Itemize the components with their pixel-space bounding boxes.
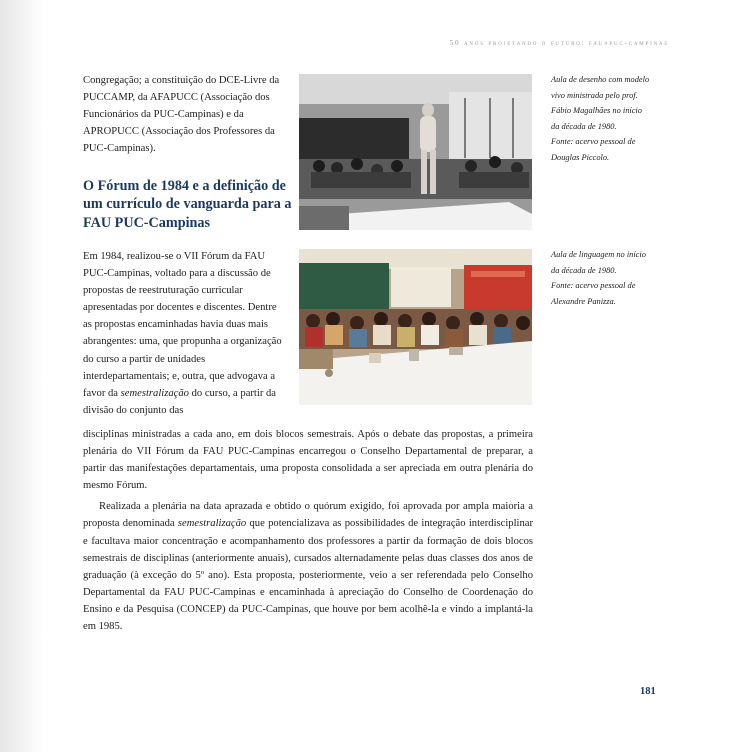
text-run: Em 1984, realizou-se o VII Fórum da FAU PUC-Campinas, voltado para a discussão de propostas de reestruturação curricular apresentadas por docentes e discentes. Dentre as propostas encaminhadas havia duas mais abrangentes: uma, que propunha a organização do curso a partir de unidades interdepartamentais; e, outra, que advogava a favor da (83, 251, 282, 399)
left-column-top-text (83, 72, 287, 157)
photo-life-drawing-image (299, 74, 532, 230)
paragraph-congregacao: Congregação; a constituição do DCE-Livre da PUCCAMP, da AFAPUCC (Associação dos Funcionários da PUC-Campinas) e da APROPUCC (Associação dos Professores da PUC-Campinas). (83, 75, 280, 155)
paragraph-continuation: disciplinas ministradas a cada ano, em dois blocos semestrais. Após o debate das propostas, a primeira plenária do VII Fórum da FAU PUC-Campinas encarregou o Conselho Departamental de preparar, a partir das manifestações departamentais, uma proposta consolidada a ser apreciada em outra plenária do mesmo Fórum. (83, 429, 533, 492)
page-number: 181 (640, 686, 656, 697)
emphasis-semestralizacao: semestralização (120, 387, 189, 399)
section-heading: O Fórum de 1984 e a definição de um currículo de vanguarda para a FAU PUC-Campinas (83, 178, 292, 231)
caption-line: Alexandre Panizza. (551, 296, 616, 306)
caption-line: Aula de desenho com modelo (551, 75, 650, 84)
caption-life-drawing (551, 72, 681, 166)
caption-line: Douglas Piccolo. (551, 152, 610, 162)
caption-line: da década de 1980. (551, 121, 617, 131)
paragraph-forum-1984 (83, 248, 287, 419)
photo-life-drawing-class (299, 74, 532, 230)
photo-language-class (299, 249, 532, 405)
caption-line: Fonte: acervo pessoal de (551, 137, 636, 147)
emphasis-semestralizacao: semestralização (177, 518, 247, 530)
caption-line: vivo ministrada pelo prof. (551, 90, 638, 100)
book-spine-shadow (0, 0, 44, 752)
caption-line: Aula de linguagem no início (551, 250, 646, 259)
full-width-text (83, 426, 533, 635)
left-column-body (83, 248, 287, 419)
caption-language-class (551, 247, 681, 309)
text-run: Realizada a plenária na data aprazada e obtido o quórum exigido, foi aprovada por ampla maioria a proposta denominada (83, 501, 533, 530)
text-run: do curso, a partir da divisão do conjunto das (83, 387, 276, 416)
text-run: que potencializava as possibilidades de integração interdisciplinar e facultava maior concentração e acompanhamento dos professores a partir da formação de dois blocos semestrais de disciplinas (anteriormente anuais), cursados alternadamente pelas duas classes dos anos de graduação (à exceção do 5º ano). Esta proposta, posteriormente, veio a ser referendada pelo Conselho Departamental da FAU PUC-Campinas e encaminhada à apreciação do Conselho de Coordenação do Ensino e da Pesquisa (CONCEP) da PUC-Campinas, que houve por bem acolhê-la e vindo a implantá-la em 1985. (83, 518, 533, 633)
caption-line: Fábio Magalhães no início (551, 106, 642, 116)
caption-line: da década de 1980. (551, 265, 617, 275)
paragraph-plenaria (83, 498, 533, 635)
caption-line: Fonte: acervo pessoal de (551, 281, 636, 291)
running-head: 50 anos projetando o futuro: fau»puc-campinas (449, 39, 669, 47)
photo-language-class-image (299, 249, 532, 405)
